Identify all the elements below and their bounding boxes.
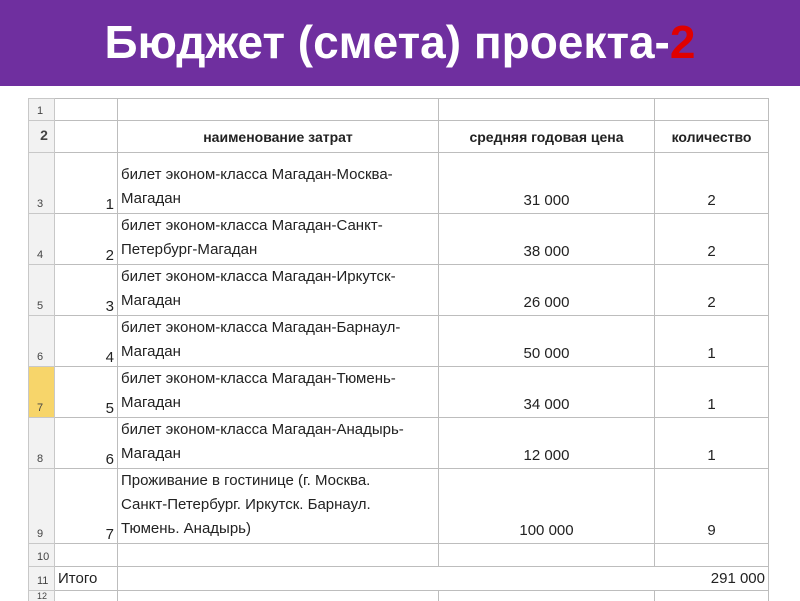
cell-item-name[interactable] [118, 367, 439, 418]
table-row [29, 418, 769, 469]
cell-item-price[interactable]: 12 000 [439, 418, 655, 469]
cell-item-qty[interactable]: 1 [655, 418, 769, 469]
table-row [29, 316, 769, 367]
row-header-1[interactable]: 1 [29, 99, 55, 121]
cell-empty[interactable] [118, 591, 439, 601]
cell-item-number[interactable]: 4 [55, 316, 118, 367]
row-header-3[interactable]: 3 [29, 153, 55, 214]
cell-item-qty[interactable]: 1 [655, 367, 769, 418]
cell-item-qty[interactable]: 2 [655, 265, 769, 316]
row-header-5[interactable]: 5 [29, 265, 55, 316]
header-cell-price[interactable]: средняя годовая цена [439, 121, 655, 153]
cell-text-line: билет эконом-класса Магадан-Тюмень- [121, 367, 435, 391]
total-value[interactable]: 291 000 [118, 567, 769, 591]
cell-item-name[interactable] [118, 153, 439, 214]
cell-empty[interactable] [55, 591, 118, 601]
spreadsheet-body [29, 99, 769, 601]
cell-text-line: Тюмень. Анадырь) [121, 517, 435, 541]
cell-item-qty[interactable]: 2 [655, 214, 769, 265]
cell-text-line: Магадан [121, 289, 435, 313]
header-cell-name[interactable]: наименование затрат [118, 121, 439, 153]
cell-item-qty[interactable]: 9 [655, 469, 769, 544]
cell-text-line: билет эконом-класса Магадан-Иркутск- [121, 265, 435, 289]
cell-item-name[interactable] [118, 418, 439, 469]
cell-empty[interactable] [655, 591, 769, 601]
table-row [29, 153, 769, 214]
cell-text-line: билет эконом-класса Магадан-Москва- [121, 163, 435, 187]
cell-item-name[interactable] [118, 316, 439, 367]
cell-empty[interactable] [439, 99, 655, 121]
cell-empty[interactable] [118, 544, 439, 567]
slide-title-main: Бюджет (смета) проекта- [105, 16, 670, 68]
cell-item-name[interactable] [118, 214, 439, 265]
sheet-header-row [29, 121, 769, 153]
row-header-8[interactable]: 8 [29, 418, 55, 469]
table-row [29, 469, 769, 544]
cell-item-price[interactable]: 100 000 [439, 469, 655, 544]
cell-empty[interactable] [439, 591, 655, 601]
row-header-7-selected[interactable]: 7 [29, 367, 55, 418]
row-header-4[interactable]: 4 [29, 214, 55, 265]
cell-item-number[interactable]: 2 [55, 214, 118, 265]
cell-text-line: Санкт-Петербург. Иркутск. Барнаул. [121, 493, 435, 517]
row-header-10[interactable]: 10 [29, 544, 55, 567]
cell-empty[interactable] [118, 99, 439, 121]
header-cell-qty[interactable]: количество [655, 121, 769, 153]
cell-item-qty[interactable]: 2 [655, 153, 769, 214]
total-row [29, 567, 769, 591]
cell-empty[interactable] [655, 99, 769, 121]
cell-text-line: Петербург-Магадан [121, 238, 435, 262]
row-header-9[interactable]: 9 [29, 469, 55, 544]
cell-item-qty[interactable]: 1 [655, 316, 769, 367]
total-label[interactable]: Итого [55, 567, 118, 591]
cell-item-number[interactable]: 7 [55, 469, 118, 544]
cell-text-line: билет эконом-класса Магадан-Санкт- [121, 214, 435, 238]
cell-empty[interactable] [55, 99, 118, 121]
title-banner [0, 0, 800, 86]
table-row [29, 265, 769, 316]
slide-title-accent: 2 [670, 16, 696, 68]
cell-text-line: Проживание в гостинице (г. Москва. [121, 469, 435, 493]
table-row-selected [29, 367, 769, 418]
cell-item-price[interactable]: 38 000 [439, 214, 655, 265]
cell-item-number[interactable]: 3 [55, 265, 118, 316]
cell-item-number[interactable]: 5 [55, 367, 118, 418]
row-header-2[interactable]: 2 [29, 121, 55, 153]
cell-empty[interactable] [55, 121, 118, 153]
cell-item-name[interactable] [118, 265, 439, 316]
cell-item-name[interactable] [118, 469, 439, 544]
cell-empty[interactable] [655, 544, 769, 567]
cell-text-line: Магадан [121, 391, 435, 415]
row-header-12[interactable]: 12 [29, 591, 55, 601]
cell-text-line: билет эконом-класса Магадан-Анадырь- [121, 418, 435, 442]
sheet-row-1 [29, 99, 769, 121]
cell-text-line: Магадан [121, 442, 435, 466]
cell-item-number[interactable]: 1 [55, 153, 118, 214]
cell-empty[interactable] [55, 544, 118, 567]
cell-empty[interactable] [439, 544, 655, 567]
cell-text-line: билет эконом-класса Магадан-Барнаул- [121, 316, 435, 340]
row-header-11[interactable]: 11 [29, 567, 55, 591]
slide-title [0, 12, 800, 72]
table-row [29, 214, 769, 265]
cell-item-price[interactable]: 34 000 [439, 367, 655, 418]
cell-item-price[interactable]: 26 000 [439, 265, 655, 316]
budget-spreadsheet [28, 98, 769, 601]
sheet-row-12 [29, 591, 769, 601]
cell-item-price[interactable]: 50 000 [439, 316, 655, 367]
cell-item-price[interactable]: 31 000 [439, 153, 655, 214]
cell-item-number[interactable]: 6 [55, 418, 118, 469]
sheet-row-10 [29, 544, 769, 567]
cell-text-line: Магадан [121, 187, 435, 211]
row-header-6[interactable]: 6 [29, 316, 55, 367]
cell-text-line: Магадан [121, 340, 435, 364]
